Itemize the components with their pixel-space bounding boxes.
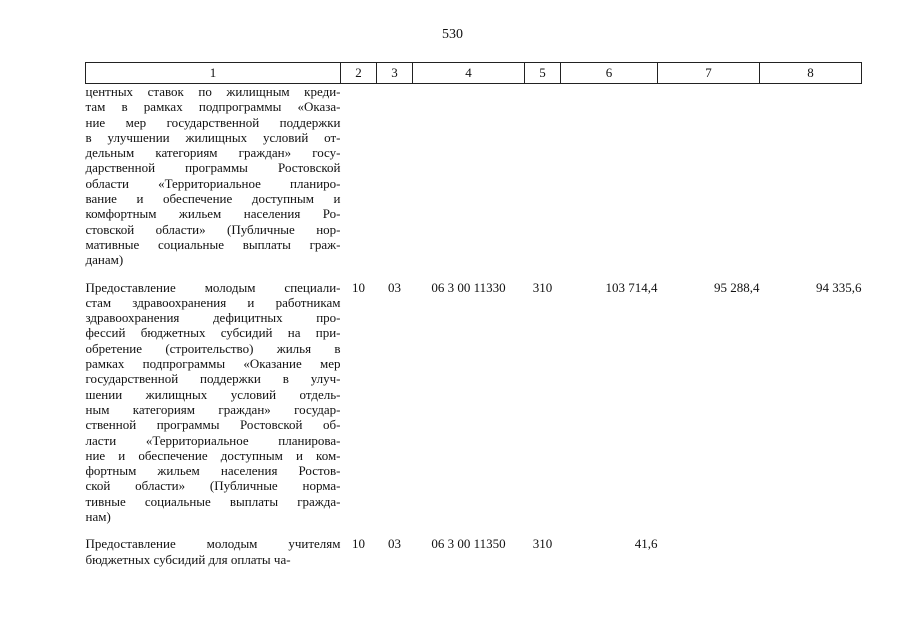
table-row (86, 84, 862, 268)
description-line: шении жилищных условий отдель- (85, 386, 341, 402)
description-line: ласти «Территориальное планирова- (85, 432, 341, 448)
description-line: бюджетных субсидий для оплаты ча- (85, 551, 291, 567)
table-row (86, 280, 862, 525)
description-line: государственной поддержки в улуч- (85, 371, 341, 387)
target-article-code (413, 84, 525, 268)
column-header: 3 (377, 63, 413, 84)
column-header: 4 (413, 63, 525, 84)
row-spacer (86, 268, 862, 280)
description-line: центных ставок по жилищным креди- (85, 84, 341, 99)
amount-col-6 (561, 84, 658, 268)
header-row (86, 63, 862, 84)
description-line: ние мер государственной поддержки (85, 114, 341, 130)
amount-col-8 (760, 536, 862, 567)
description-line: Предоставление молодым учителям (85, 536, 341, 552)
description-line: ние и обеспечение доступным и ком- (85, 447, 341, 463)
subsection-code (377, 84, 413, 268)
expense-type-code (525, 84, 561, 268)
amount-col-8: 94 335,6 (816, 279, 862, 295)
description-line: стам здравоохранения и работникам (85, 294, 341, 310)
amount-col-6: 103 714,4 (605, 279, 658, 295)
target-article-code: 06 3 00 11350 (431, 536, 506, 552)
column-header: 8 (760, 63, 862, 84)
column-header: 2 (341, 63, 377, 84)
amount-col-7 (658, 84, 760, 268)
subsection-code: 03 (388, 536, 401, 552)
description-line: комфортным жильем населения Ро- (85, 206, 341, 222)
subsection-code: 03 (388, 279, 401, 295)
description-line: ным категориям граждан» государ- (85, 401, 341, 417)
page-number: 530 (442, 27, 463, 42)
description-line: фессий бюджетных субсидий на при- (85, 325, 341, 341)
description-line: области «Территориальное планиро- (85, 175, 341, 191)
description-line: нам) (85, 509, 111, 525)
expense-type-code: 310 (532, 536, 553, 552)
description-line: дарственной программы Ростовской (85, 160, 341, 176)
description-line: вание и обеспечение доступным и (85, 191, 341, 207)
description-line: тивные социальные выплаты гражда- (85, 493, 341, 509)
description-line: в улучшении жилищных условий от- (85, 129, 341, 145)
target-article-code: 06 3 00 11330 (431, 279, 506, 295)
description-line: там в рамках подпрограммы «Оказа- (85, 99, 341, 115)
row-description (86, 84, 341, 268)
column-header: 5 (525, 63, 561, 84)
amount-col-7: 95 288,4 (714, 279, 760, 295)
table-row (86, 536, 862, 567)
description-line: обретение (строительство) жилья в (85, 340, 341, 356)
section-code: 10 (352, 536, 365, 552)
expense-type-code: 310 (532, 279, 553, 295)
column-header: 6 (561, 63, 658, 84)
budget-table (85, 62, 862, 567)
column-header: 7 (658, 63, 760, 84)
description-line: данам) (85, 252, 124, 268)
description-line: дельным категориям граждан» госу- (85, 145, 341, 161)
description-line: Предоставление молодым специали- (85, 279, 341, 295)
section-code: 10 (352, 279, 365, 295)
section-code (341, 84, 377, 268)
amount-col-8 (760, 84, 862, 268)
description-line: стовской области» (Публичные нор- (85, 221, 341, 237)
description-line: фортным жильем населения Ростов- (85, 463, 341, 479)
description-line: ственной программы Ростовской об- (85, 417, 341, 433)
description-line: ской области» (Публичные норма- (85, 478, 341, 494)
column-header: 1 (86, 63, 341, 84)
amount-col-7 (658, 536, 760, 567)
description-line: мативные социальные выплаты граж- (85, 236, 341, 252)
amount-col-6: 41,6 (634, 536, 658, 552)
row-description (86, 280, 341, 525)
row-spacer (86, 524, 862, 536)
description-line: рамках подпрограммы «Оказание мер (85, 356, 341, 372)
description-line: здравоохранения дефицитных про- (85, 310, 341, 326)
row-description (86, 536, 341, 567)
